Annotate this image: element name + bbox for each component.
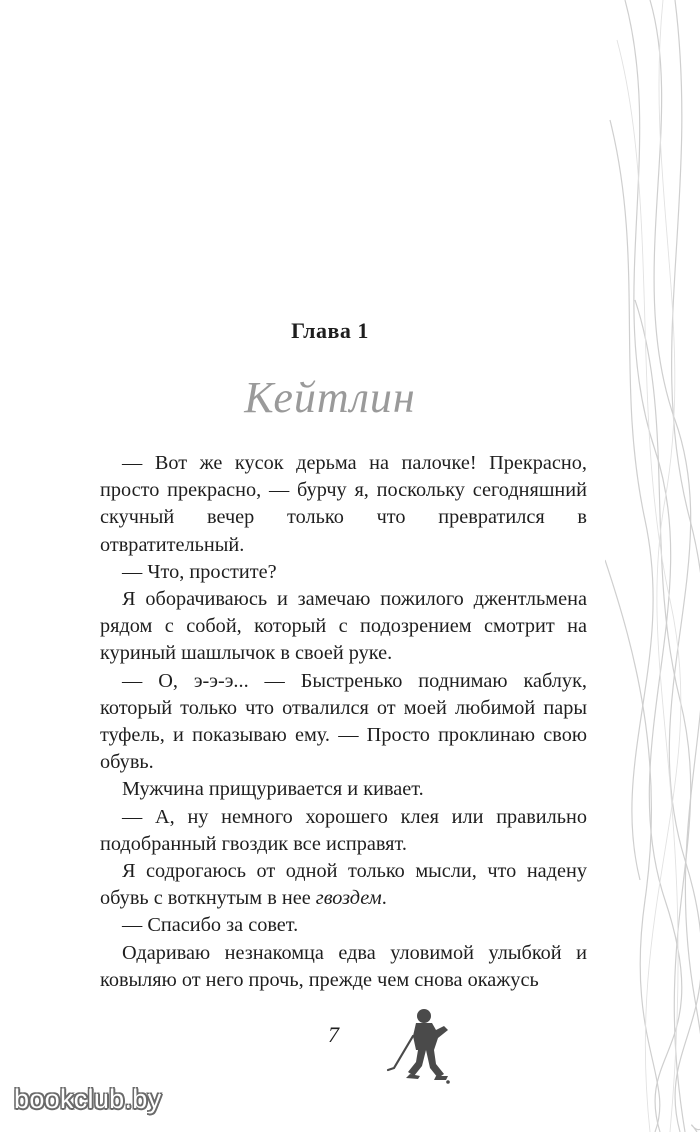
body-text — [100, 450, 587, 994]
character-name: Кейтлин — [244, 373, 416, 422]
watermark: bookclub.by — [14, 1084, 162, 1114]
page-number: 7 — [328, 1022, 339, 1047]
paragraph-7-text: Я содрогаюсь от одной только мысли, что надену обувь с воткнутым в нее — [100, 860, 587, 910]
paragraph-7 — [100, 858, 587, 912]
chapter-heading: Глава 1 — [291, 318, 369, 343]
paragraph-9: Одариваю незнакомца едва уловимой улыбкой и ковыляю от него прочь, прежде чем снова окажусь — [100, 941, 587, 991]
paragraph-1: — Вот же кусок дерьма на палочке! Прекрасно, просто прекрасно, — бурчу я, поскольку сегодняшний скучный вечер только что превратился в отвратительный. — [100, 452, 587, 556]
hockey-player-icon — [386, 1006, 458, 1084]
paragraph-7-end: . — [381, 887, 387, 910]
decorative-wavy-lines — [605, 0, 700, 1132]
paragraph-3: Я оборачиваюсь и замечаю пожилого джентльмена рядом с собой, который с подозрением смотрит на куриный шашлычок в своей руке. — [100, 588, 587, 665]
paragraph-6: — А, ну немного хорошего клея или правильно подобранный гвоздик все исправят. — [100, 805, 587, 855]
paragraph-7-emphasis: гвоздем — [315, 887, 382, 910]
paragraph-8: — Спасибо за совет. — [122, 914, 299, 937]
paragraph-2: — Что, простите? — [122, 560, 277, 583]
paragraph-5: Мужчина прищуривается и кивает. — [122, 778, 424, 801]
paragraph-4: — О, э-э-э... — Быстренько поднимаю каблук, который только что отвалился от моей любимой пары туфель, и показываю ему. — Просто проклинаю свою обувь. — [100, 669, 587, 774]
